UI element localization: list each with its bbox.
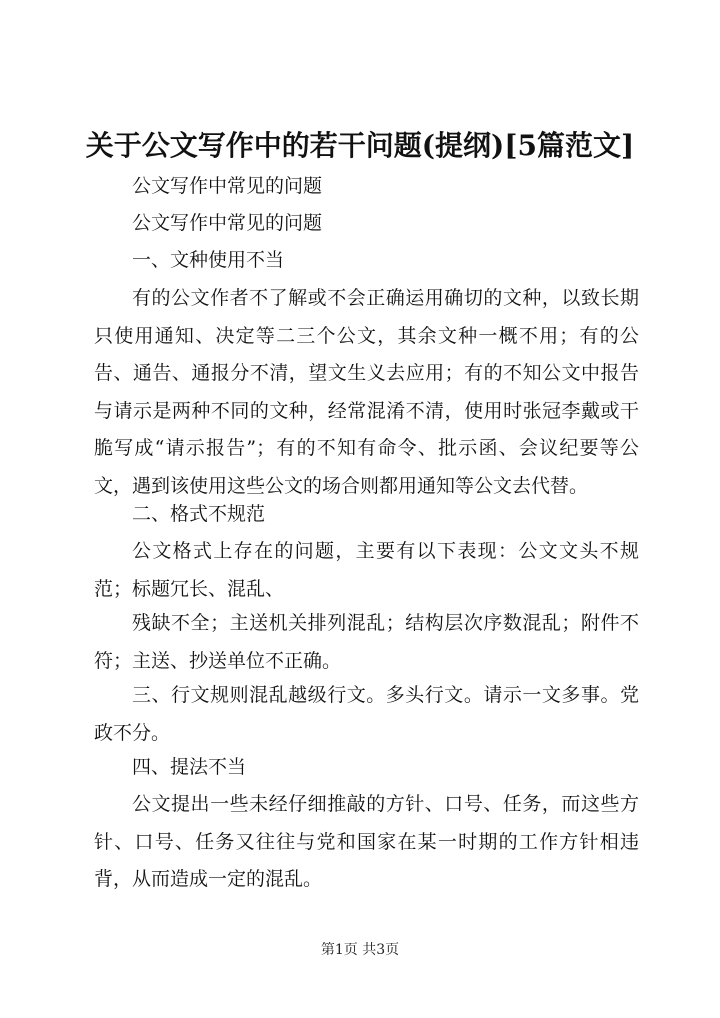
paragraph-body-1: 有的公文作者不了解或不会正确运用确切的文种，以致长期只使用通知、决定等二三个公文，其余文种一概不用；有的公告、通告、通报分不清，望文生义去应用；有的不知公文中报告与请示是两种不同的文种，经常混淆不清，使用时张冠李戴或干脆写成“请示报告”；有的不知有命令、批示函、会议纪要等公文，遇到该使用这些公文的场合则都用通知等公文去代替。 [94,287,639,497]
section-heading-2: 二、格式不规范 [132,503,266,525]
section-heading-1: 一、文种使用不当 [132,249,285,271]
paragraph-body-4: 公文提出一些未经仔细推敲的方针、口号、任务，而这些方针、口号、任务又往往与党和国家在某一时期的工作方针相违背，从而造成一定的混乱。 [94,793,639,890]
paragraph-subtitle-1: 公文写作中常见的问题 [132,175,323,197]
paragraph-subtitle-2: 公文写作中常见的问题 [132,212,323,234]
page-number-footer: 第1页 共3页 [320,942,400,958]
paragraph-body-3: 残缺不全；主送机关排列混乱；结构层次序数混乱；附件不符；主送、抄送单位不正确。 [94,612,639,672]
paragraph-body-2: 公文格式上存在的问题，主要有以下表现：公文文头不规范；标题冗长、混乱、 [94,540,639,600]
section-heading-3: 三、行文规则混乱越级行文。多头行文。请示一文多事。党政不分。 [94,684,639,744]
section-heading-4: 四、提法不当 [132,756,247,778]
document-title: 关于公文写作中的若干问题(提纲)[5篇范文] [85,129,635,162]
